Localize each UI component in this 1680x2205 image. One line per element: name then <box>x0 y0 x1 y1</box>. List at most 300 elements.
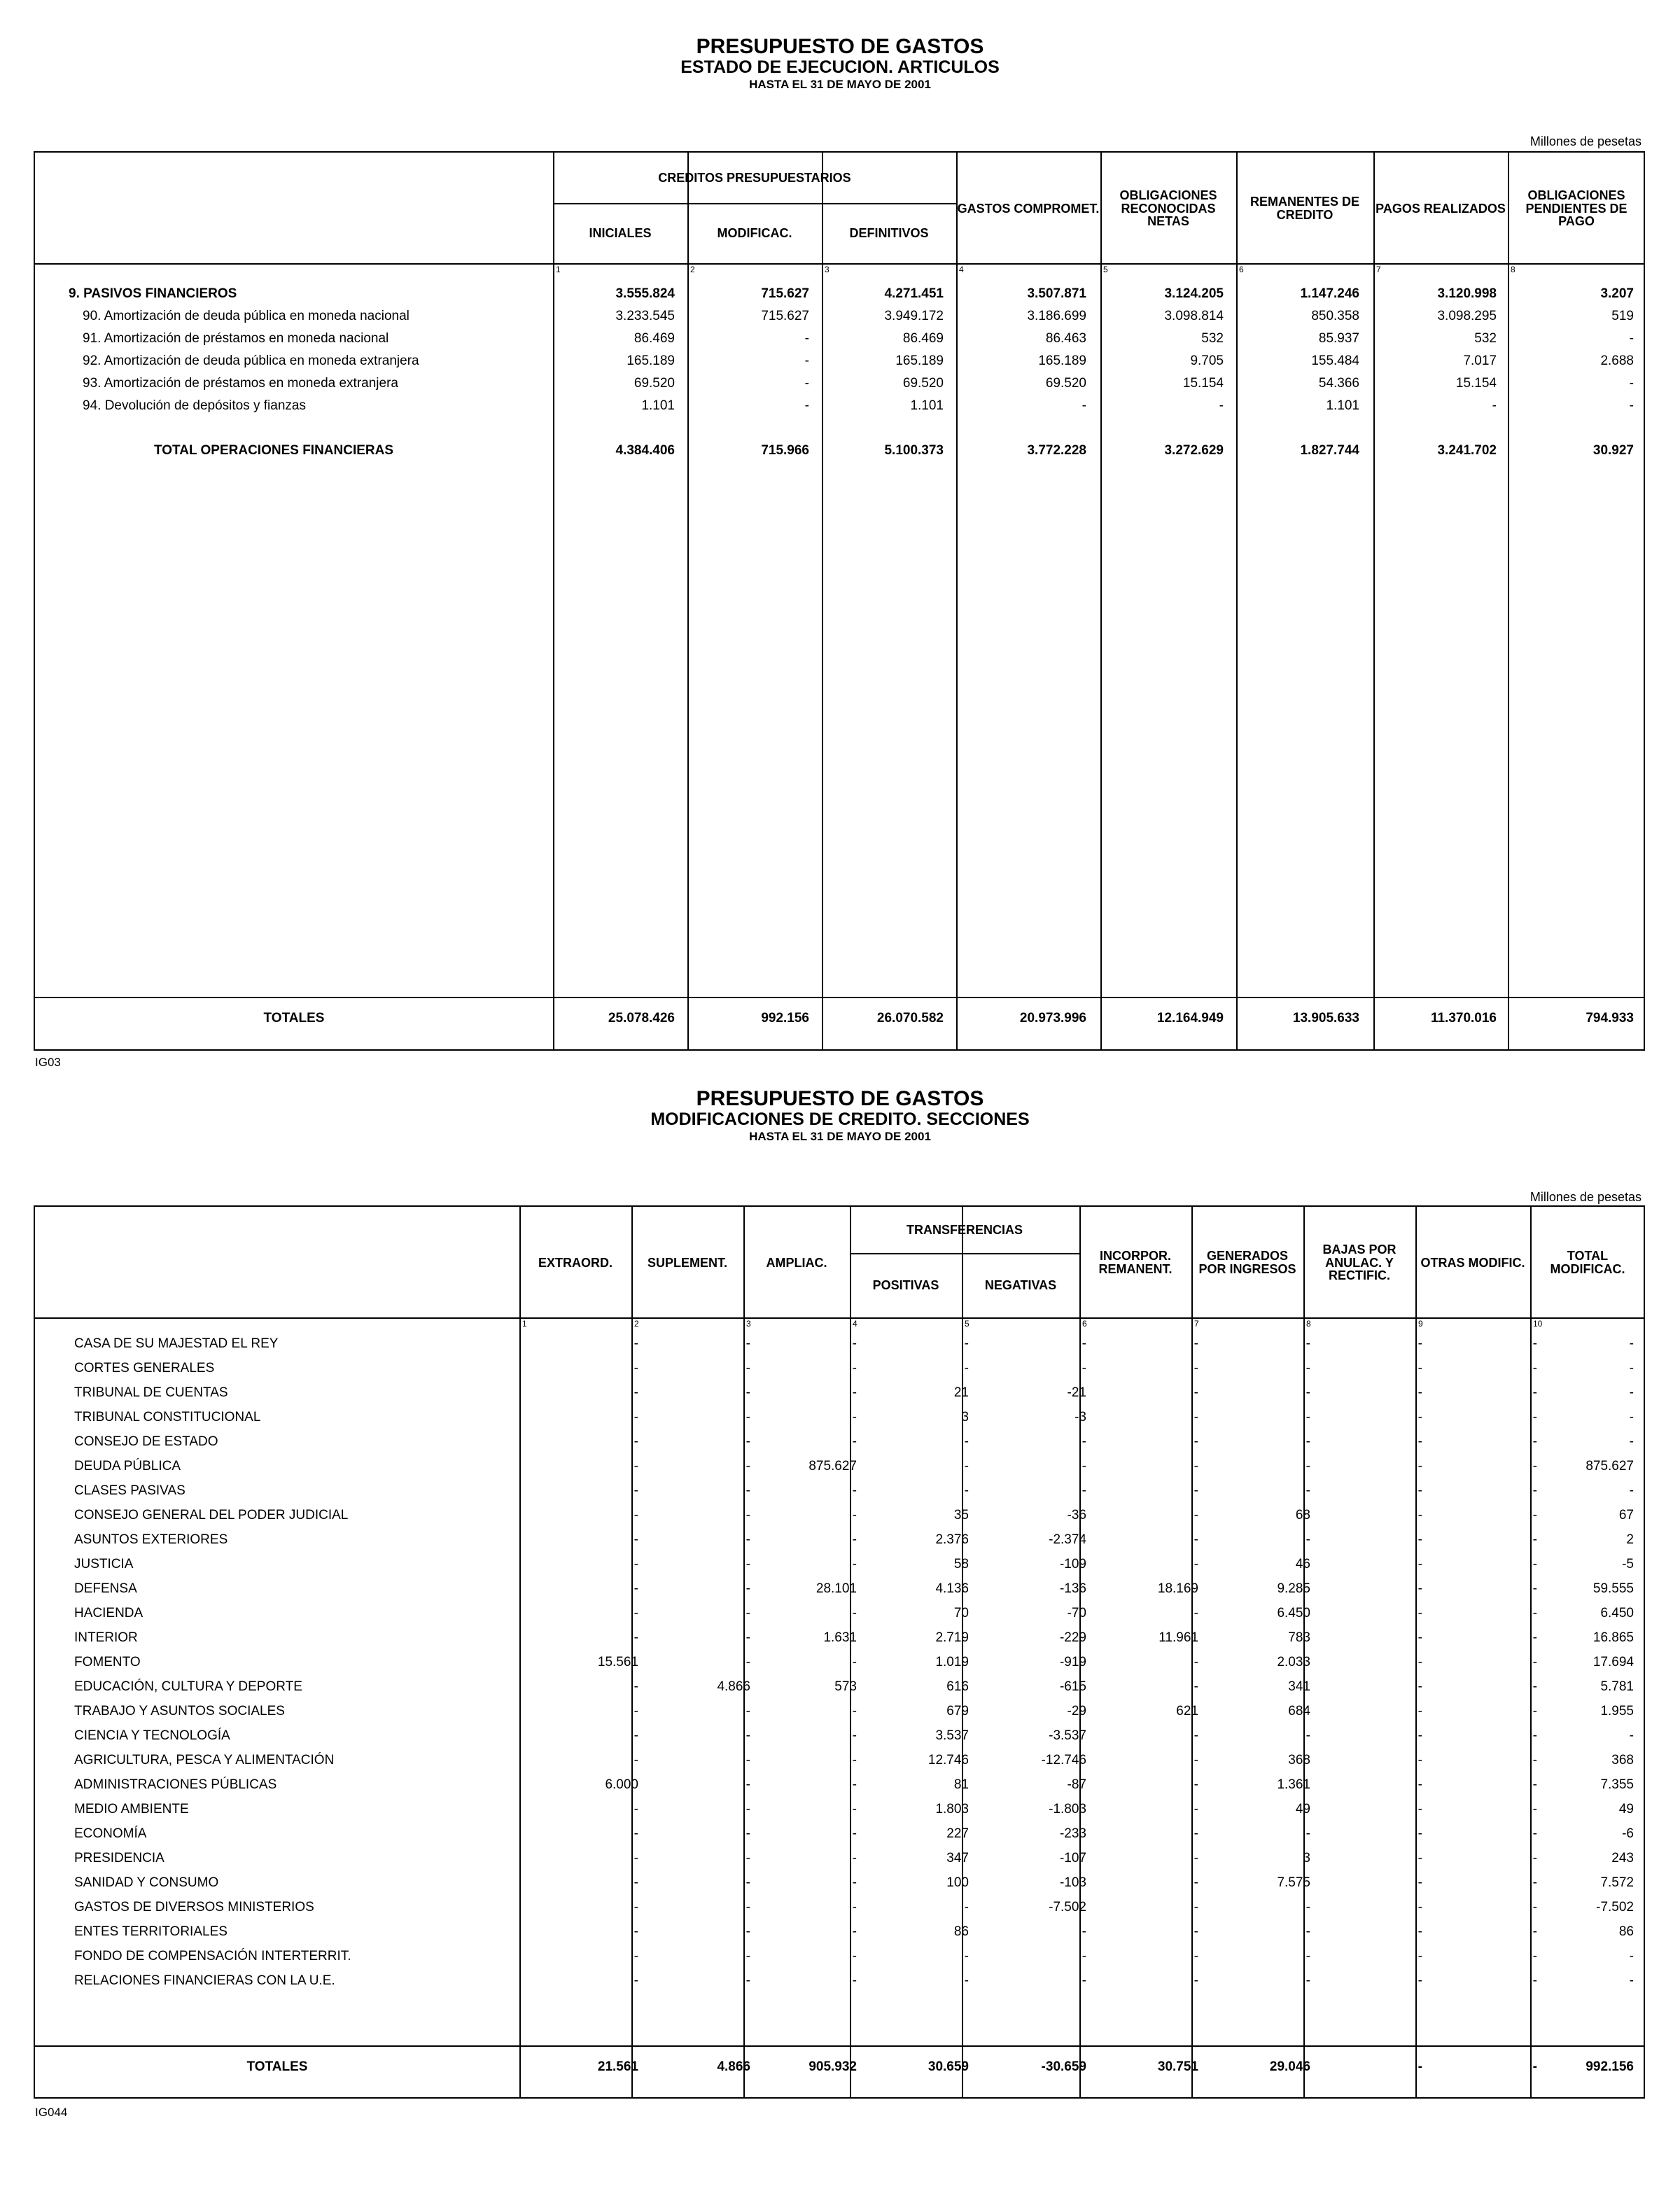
cell: -136 <box>1059 1581 1086 1596</box>
totals-row <box>35 998 1644 1040</box>
table-row <box>35 305 1644 328</box>
cell: - <box>746 1434 750 1449</box>
cell: 2 <box>1626 1532 1634 1547</box>
cell: - <box>1418 1949 1422 1963</box>
cell: 6.000 <box>605 1777 638 1792</box>
cell: - <box>746 1630 750 1645</box>
cell: - <box>1418 1361 1422 1376</box>
cell: 3.098.295 <box>1437 309 1497 323</box>
doc2-subtitle: MODIFICACIONES DE CREDITO. SECCIONES <box>650 1110 1030 1129</box>
cell: - <box>1194 1728 1198 1743</box>
col-number: 4 <box>853 1319 858 1329</box>
table-row <box>35 1382 1644 1404</box>
cell: 12.746 <box>927 1753 969 1768</box>
cell: 3 <box>961 1410 969 1424</box>
cell: - <box>1194 1655 1198 1670</box>
cell: 3.537 <box>935 1728 969 1743</box>
row-label: ECONOMÍA <box>74 1826 147 1841</box>
cell: - <box>1532 1973 1537 1988</box>
cell: - <box>1629 398 1634 413</box>
cell: -107 <box>1059 1851 1086 1865</box>
cell: - <box>1194 1679 1198 1694</box>
row-label: GASTOS DE DIVERSOS MINISTERIOS <box>74 1900 314 1914</box>
cell: -3 <box>1074 1410 1086 1424</box>
col-header: SUPLEMENT. <box>647 1255 727 1270</box>
cell: 5.781 <box>1600 1679 1634 1694</box>
cell: - <box>1629 1434 1634 1449</box>
cell: - <box>746 1532 750 1547</box>
cell: 715.627 <box>761 286 809 301</box>
cell: - <box>852 1336 857 1351</box>
cell: - <box>1418 1655 1422 1670</box>
table-row <box>35 1872 1644 1894</box>
row-label: TRIBUNAL CONSTITUCIONAL <box>74 1410 261 1424</box>
cell: - <box>852 1606 857 1620</box>
cell: 875.627 <box>1586 1459 1634 1474</box>
table-row <box>35 1627 1644 1649</box>
cell: 67 <box>1618 1508 1634 1522</box>
cell: - <box>1194 1802 1198 1816</box>
table-row-total-operaciones <box>35 440 1644 462</box>
cell: - <box>1082 1336 1086 1351</box>
cell: 794.933 <box>1586 1011 1634 1026</box>
cell: - <box>1418 1410 1422 1424</box>
cell: - <box>1532 1826 1537 1841</box>
cell: -2.374 <box>1049 1532 1086 1547</box>
cell: - <box>634 1753 638 1768</box>
cell: - <box>1306 1973 1310 1988</box>
cell: - <box>1532 1459 1537 1474</box>
row-label: PRESIDENCIA <box>74 1851 164 1865</box>
table-row <box>35 1700 1644 1723</box>
col-number: 4 <box>959 265 964 274</box>
cell: 368 <box>1288 1753 1310 1768</box>
col-number: 5 <box>1103 265 1108 274</box>
table-row <box>35 1749 1644 1772</box>
cell: 21 <box>953 1385 969 1400</box>
cell: - <box>634 1532 638 1547</box>
cell: - <box>1194 1483 1198 1498</box>
row-label: 91. Amortización de préstamos en moneda nacional <box>83 331 389 346</box>
cell: 15.154 <box>1455 376 1497 391</box>
cell: 679 <box>946 1704 969 1718</box>
row-label: 93. Amortización de préstamos en moneda extranjera <box>83 376 398 391</box>
col-header: AMPLIAC. <box>766 1255 827 1270</box>
cell: 368 <box>1611 1753 1634 1768</box>
cell: 11.961 <box>1158 1630 1198 1645</box>
cell: - <box>746 1704 750 1718</box>
cell: - <box>1629 1410 1634 1424</box>
cell: - <box>1418 1900 1422 1914</box>
col-number: 1 <box>522 1319 527 1329</box>
col-number: 10 <box>1533 1319 1543 1329</box>
table-row <box>35 1578 1644 1600</box>
cell: 15.154 <box>1182 376 1224 391</box>
cell: 165.189 <box>895 354 944 368</box>
col-header: OTRAS MODIFIC. <box>1420 1255 1525 1270</box>
cell: -30.659 <box>1041 2059 1086 2074</box>
cell: 4.271.451 <box>884 286 944 301</box>
cell: 70 <box>953 1606 969 1620</box>
cell: - <box>1532 1802 1537 1816</box>
cell: - <box>634 1336 638 1351</box>
cell: - <box>634 1459 638 1474</box>
cell: - <box>746 1924 750 1939</box>
cell: - <box>1306 1924 1310 1939</box>
row-label: TOTAL OPERACIONES FINANCIERAS <box>154 443 394 458</box>
cell: - <box>1629 1728 1634 1743</box>
row-label: JUSTICIA <box>74 1557 134 1572</box>
row-label: ENTES TERRITORIALES <box>74 1924 227 1939</box>
cell: 86.469 <box>902 331 944 346</box>
cell: - <box>1532 1900 1537 1914</box>
doc2-units: Millones de pesetas <box>1530 1190 1642 1204</box>
doc2-title: PRESUPUESTO DE GASTOS <box>696 1087 984 1110</box>
row-label: HACIENDA <box>74 1606 144 1620</box>
cell: - <box>634 1508 638 1522</box>
table-row <box>35 1406 1644 1429</box>
cell: - <box>1306 1728 1310 1743</box>
col-header: BAJAS POR ANULAC. Y RECTIFIC. <box>1322 1242 1396 1283</box>
cell: - <box>746 1483 750 1498</box>
cell: - <box>1532 1679 1537 1694</box>
cell: - <box>964 1459 969 1474</box>
cell: 28.101 <box>816 1581 857 1596</box>
cell: 13.905.633 <box>1292 1011 1359 1026</box>
cell: - <box>1418 2059 1422 2074</box>
cell: 1.827.744 <box>1300 443 1359 458</box>
cell: 7.572 <box>1600 1875 1634 1890</box>
col-header: DEFINITIVOS <box>849 225 929 240</box>
row-label: EDUCACIÓN, CULTURA Y DEPORTE <box>74 1679 302 1694</box>
cell: - <box>1532 1606 1537 1620</box>
cell: 49 <box>1618 1802 1634 1816</box>
cell: - <box>852 1924 857 1939</box>
col-header: OBLIGACIONES PENDIENTES DE PAGO <box>1525 188 1628 229</box>
cell: 341 <box>1288 1679 1310 1694</box>
cell: 905.932 <box>808 2059 857 2074</box>
cell: - <box>1418 1973 1422 1988</box>
cell: 1.147.246 <box>1300 286 1359 301</box>
cell: - <box>1194 1532 1198 1547</box>
cell: - <box>746 1728 750 1743</box>
cell: - <box>746 1802 750 1816</box>
col-number: 6 <box>1082 1319 1087 1329</box>
cell: - <box>1194 1410 1198 1424</box>
col-header: INICIALES <box>589 225 652 240</box>
cell: - <box>634 1410 638 1424</box>
table-row <box>35 350 1644 372</box>
cell: -233 <box>1059 1826 1086 1841</box>
cell: - <box>1219 398 1224 413</box>
cell: - <box>964 1483 969 1498</box>
doc1-code: IG03 <box>35 1056 61 1069</box>
row-label: DEFENSA <box>74 1581 137 1596</box>
cell: 1.019 <box>935 1655 969 1670</box>
col-number: 2 <box>690 265 695 274</box>
cell: - <box>746 1900 750 1914</box>
cell: - <box>1194 1924 1198 1939</box>
table-row <box>35 1676 1644 1698</box>
cell: 1.101 <box>641 398 675 413</box>
cell: 3.772.228 <box>1027 443 1086 458</box>
table-row <box>35 328 1644 350</box>
cell: - <box>1532 1385 1537 1400</box>
row-label: 92. Amortización de deuda pública en moneda extranjera <box>83 354 419 368</box>
cell: - <box>852 1508 857 1522</box>
cell: 68 <box>1295 1508 1310 1522</box>
cell: 11.370.016 <box>1430 1011 1497 1026</box>
table-row <box>35 1725 1644 1747</box>
doc1-table <box>34 151 1645 1051</box>
cell: 20.973.996 <box>1019 1011 1086 1026</box>
cell: 1.101 <box>910 398 944 413</box>
cell: - <box>1194 1777 1198 1792</box>
cell: - <box>852 1949 857 1963</box>
cell: -87 <box>1067 1777 1086 1792</box>
cell: - <box>1532 1361 1537 1376</box>
cell: - <box>852 1532 857 1547</box>
cell: -70 <box>1067 1606 1086 1620</box>
cell: - <box>746 1851 750 1865</box>
cell: - <box>1418 1606 1422 1620</box>
row-label: SANIDAD Y CONSUMO <box>74 1875 219 1890</box>
cell: - <box>634 1385 638 1400</box>
table-row <box>35 1970 1644 1992</box>
doc2-code: IG044 <box>35 2106 68 2119</box>
cell: 30.751 <box>1157 2059 1198 2074</box>
cell: - <box>746 1581 750 1596</box>
cell: - <box>746 1949 750 1963</box>
cell: - <box>1629 1483 1634 1498</box>
cell: 7.575 <box>1277 1875 1310 1890</box>
cell: 81 <box>953 1777 969 1792</box>
cell: - <box>1194 1753 1198 1768</box>
cell: 227 <box>946 1826 969 1841</box>
cell: -7.502 <box>1049 1900 1086 1914</box>
cell: - <box>634 1924 638 1939</box>
cell: 4.866 <box>717 2059 750 2074</box>
cell: - <box>1306 1900 1310 1914</box>
col-number: 5 <box>965 1319 969 1329</box>
cell: - <box>1629 1949 1634 1963</box>
cell: - <box>1418 1483 1422 1498</box>
cell: - <box>852 1557 857 1572</box>
cell: - <box>1306 1410 1310 1424</box>
cell: - <box>1418 1777 1422 1792</box>
cell: - <box>1194 1385 1198 1400</box>
cell: 616 <box>946 1679 969 1694</box>
cell: - <box>852 1875 857 1890</box>
cell: - <box>1418 1630 1422 1645</box>
cell: - <box>852 1410 857 1424</box>
cell: -229 <box>1059 1630 1086 1645</box>
cell: -5 <box>1622 1557 1634 1572</box>
cell: - <box>1532 1753 1537 1768</box>
cell: - <box>1194 1973 1198 1988</box>
cell: - <box>964 1973 969 1988</box>
cell: - <box>1418 1336 1422 1351</box>
cell: - <box>852 1385 857 1400</box>
cell: - <box>1418 1875 1422 1890</box>
cell: - <box>746 1410 750 1424</box>
cell: 15.561 <box>597 1655 638 1670</box>
col-header: OBLIGACIONES RECONOCIDAS NETAS <box>1119 188 1217 229</box>
cell: 49 <box>1295 1802 1310 1816</box>
cell: - <box>1532 1924 1537 1939</box>
cell: - <box>634 1802 638 1816</box>
cell: - <box>1532 1410 1537 1424</box>
cell: - <box>746 1385 750 1400</box>
cell: - <box>1082 1924 1086 1939</box>
cell: 2.719 <box>935 1630 969 1645</box>
cell: 4.136 <box>935 1581 969 1596</box>
cell: - <box>1418 1508 1422 1522</box>
cell: - <box>964 1900 969 1914</box>
cell: - <box>1629 331 1634 346</box>
cell: 715.966 <box>761 443 809 458</box>
cell: - <box>1194 1900 1198 1914</box>
cell: - <box>1418 1753 1422 1768</box>
cell: - <box>746 1826 750 1841</box>
cell: - <box>634 1361 638 1376</box>
row-label: FONDO DE COMPENSACIÓN INTERTERRIT. <box>74 1949 351 1963</box>
col-number: 3 <box>746 1319 751 1329</box>
cell: - <box>1306 1483 1310 1498</box>
cell: 573 <box>834 1679 857 1694</box>
cell: 3 <box>1303 1851 1310 1865</box>
cell: 992.156 <box>761 1011 809 1026</box>
table-row <box>35 1774 1644 1796</box>
cell: - <box>1306 1826 1310 1841</box>
cell: - <box>1532 1949 1537 1963</box>
cell: 4.384.406 <box>615 443 675 458</box>
cell: 3.098.814 <box>1164 309 1224 323</box>
row-label: CONSEJO GENERAL DEL PODER JUDICIAL <box>74 1508 349 1522</box>
cell: 2.033 <box>1277 1655 1310 1670</box>
cell: -36 <box>1067 1508 1086 1522</box>
cell: 715.627 <box>761 309 809 323</box>
col-header: NEGATIVAS <box>984 1278 1057 1292</box>
cell: 347 <box>946 1851 969 1865</box>
row-label: FOMENTO <box>74 1655 141 1670</box>
cell: 86 <box>1618 1924 1634 1939</box>
cell: - <box>964 1361 969 1376</box>
cell: 1.955 <box>1600 1704 1634 1718</box>
col-number: 8 <box>1511 265 1516 274</box>
cell: 4.866 <box>717 1679 750 1694</box>
cell: -919 <box>1059 1655 1086 1670</box>
cell: - <box>634 1973 638 1988</box>
cell: 25.078.426 <box>608 1011 675 1026</box>
cell: 69.520 <box>902 376 944 391</box>
cell: 86.469 <box>634 331 675 346</box>
cell: - <box>1418 1532 1422 1547</box>
col-header: PAGOS REALIZADOS <box>1376 201 1506 216</box>
cell: - <box>1418 1557 1422 1572</box>
cell: - <box>746 1508 750 1522</box>
cell: - <box>1532 1630 1537 1645</box>
row-label: INTERIOR <box>74 1630 138 1645</box>
cell: 3.507.871 <box>1027 286 1086 301</box>
cell: -615 <box>1059 1679 1086 1694</box>
cell: 86.463 <box>1045 331 1086 346</box>
cell: - <box>1082 1973 1086 1988</box>
cell: 6.450 <box>1600 1606 1634 1620</box>
col-number: 2 <box>634 1319 639 1329</box>
cell: - <box>1306 1532 1310 1547</box>
cell: 18.169 <box>1157 1581 1198 1596</box>
doc2-table <box>34 1205 1645 2099</box>
cell: - <box>1082 1434 1086 1449</box>
cell: -12.746 <box>1041 1753 1086 1768</box>
cell: 532 <box>1201 331 1224 346</box>
cell: - <box>1082 1483 1086 1498</box>
cell: 17.694 <box>1592 1655 1634 1670</box>
cell: - <box>1532 1532 1537 1547</box>
cell: - <box>746 1875 750 1890</box>
row-label: CIENCIA Y TECNOLOGÍA <box>74 1728 230 1743</box>
table-row <box>35 1602 1644 1625</box>
cell: 992.156 <box>1586 2059 1634 2074</box>
col-header: EXTRAORD. <box>538 1255 612 1270</box>
row-label: CASA DE SU MAJESTAD EL REY <box>74 1336 279 1351</box>
row-label: 90. Amortización de deuda pública en moneda nacional <box>83 309 410 323</box>
cell: 165.189 <box>1038 354 1086 368</box>
cell: - <box>634 1606 638 1620</box>
table-row <box>35 1431 1644 1453</box>
cell: - <box>852 1704 857 1718</box>
cell: 21.561 <box>597 2059 638 2074</box>
totals-row <box>35 2047 1644 2089</box>
cell: 875.627 <box>808 1459 857 1474</box>
cell: - <box>852 1728 857 1743</box>
cell: 519 <box>1611 309 1634 323</box>
cell: 3.949.172 <box>884 309 944 323</box>
row-label: TRABAJO Y ASUNTOS SOCIALES <box>74 1704 285 1718</box>
totals-label: TOTALES <box>263 1011 325 1026</box>
cell: - <box>804 398 809 413</box>
cell: 850.358 <box>1311 309 1359 323</box>
row-label: CONSEJO DE ESTADO <box>74 1434 218 1449</box>
cell: - <box>852 1483 857 1498</box>
cell: 1.803 <box>935 1802 969 1816</box>
col-number: 3 <box>825 265 830 274</box>
row-label: 94. Devolución de depósitos y fianzas <box>83 398 306 413</box>
cell: - <box>804 354 809 368</box>
col-header: REMANENTES DE CREDITO <box>1250 195 1359 222</box>
table-row <box>35 1455 1644 1478</box>
cell: - <box>634 1630 638 1645</box>
cell: 3.120.998 <box>1437 286 1497 301</box>
cell: - <box>1194 1949 1198 1963</box>
doc1-subtitle: ESTADO DE EJECUCION. ARTICULOS <box>680 57 1000 77</box>
cell: - <box>634 1826 638 1841</box>
cell: - <box>1418 1459 1422 1474</box>
cell: 100 <box>946 1875 969 1890</box>
col-number: 6 <box>1239 265 1244 274</box>
cell: 1.361 <box>1277 1777 1310 1792</box>
table-row <box>35 1529 1644 1551</box>
cell: - <box>1532 1777 1537 1792</box>
cell: 30.659 <box>927 2059 969 2074</box>
table-row <box>35 1921 1644 1943</box>
cell: 46 <box>1295 1557 1310 1572</box>
cell: - <box>1532 1557 1537 1572</box>
cell: - <box>1306 1336 1310 1351</box>
cell: 532 <box>1474 331 1497 346</box>
cell: 684 <box>1288 1704 1310 1718</box>
